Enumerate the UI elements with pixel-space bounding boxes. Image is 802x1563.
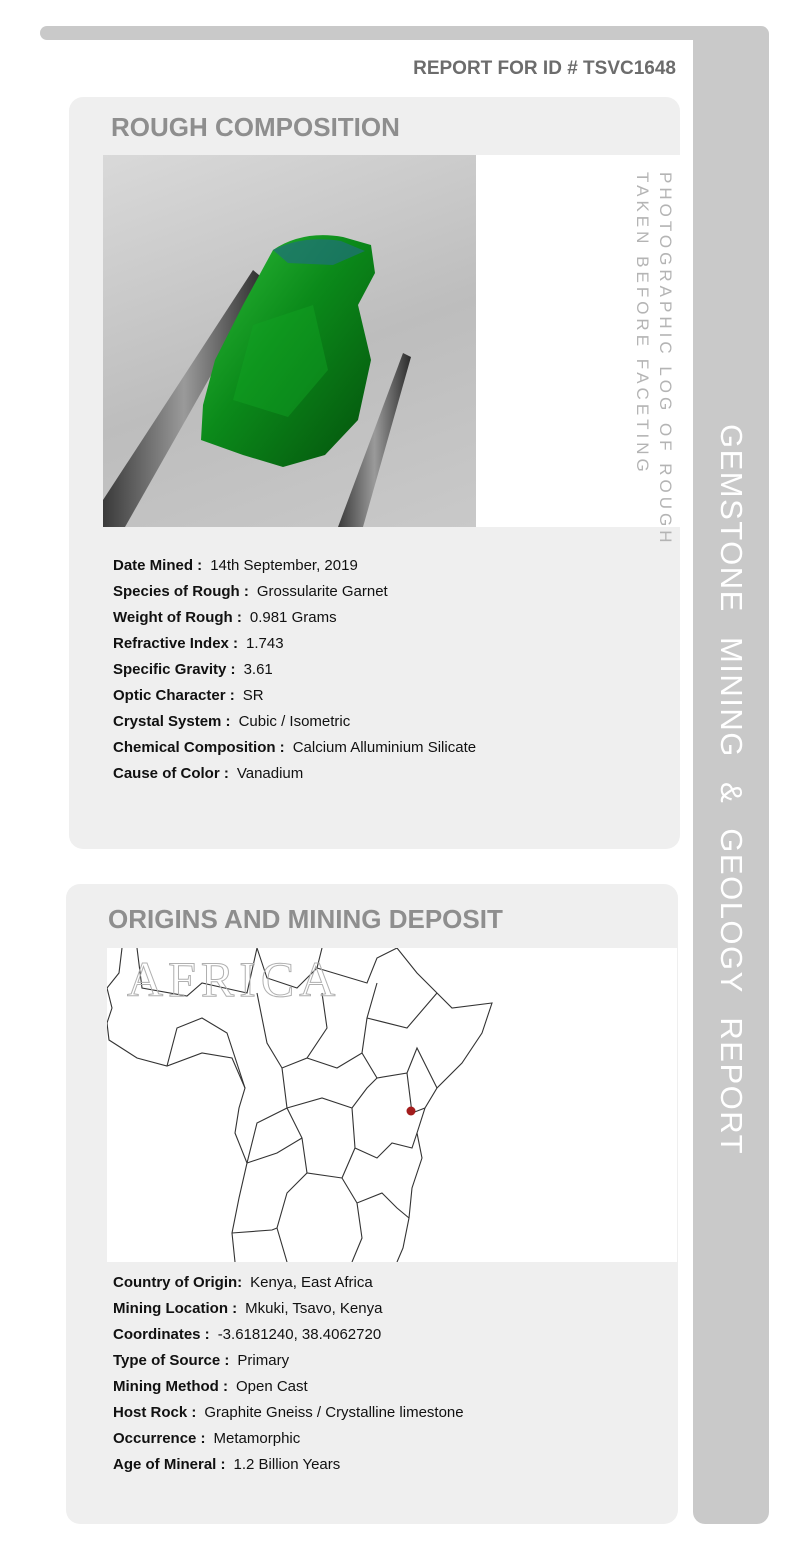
property-value: Open Cast <box>235 1378 308 1395</box>
property-label: Date Mined : <box>113 557 203 574</box>
property-value: Primary <box>237 1352 290 1369</box>
property-label: Mining Method : <box>113 1378 228 1395</box>
property-label: Weight of Rough : <box>113 609 242 626</box>
property-value: SR <box>242 687 264 704</box>
rough-properties-list <box>113 553 476 787</box>
property-value: 14th September, 2019 <box>210 557 358 574</box>
origin-property <box>113 1322 464 1348</box>
top-frame-bar <box>40 26 720 40</box>
property-value: Vanadium <box>236 765 304 782</box>
origin-property <box>113 1348 464 1374</box>
photo-caption-line2: TAKEN BEFORE FACETING <box>633 172 652 476</box>
mine-location-marker <box>407 1107 416 1116</box>
property-label: Cause of Color : <box>113 765 229 782</box>
rough-property <box>113 553 476 579</box>
rough-property <box>113 631 476 657</box>
property-label: Specific Gravity : <box>113 661 236 678</box>
rough-property <box>113 709 476 735</box>
property-label: Chemical Composition : <box>113 739 285 756</box>
property-value: 3.61 <box>243 661 273 678</box>
rough-property <box>113 761 476 787</box>
rough-property <box>113 657 476 683</box>
property-label: Optic Character : <box>113 687 235 704</box>
origin-property <box>113 1296 464 1322</box>
property-label: Age of Mineral : <box>113 1456 226 1473</box>
origin-property <box>113 1270 464 1296</box>
property-value: Metamorphic <box>213 1430 301 1447</box>
property-label: Species of Rough : <box>113 583 249 600</box>
report-id: REPORT FOR ID # TSVC1648 <box>413 58 676 79</box>
property-label: Refractive Index : <box>113 635 239 652</box>
photo-caption <box>631 172 677 547</box>
rough-property <box>113 683 476 709</box>
property-label: Country of Origin: <box>113 1274 243 1291</box>
property-value: Kenya, East Africa <box>250 1274 373 1291</box>
origins-properties-list <box>113 1270 464 1478</box>
property-value: Calcium Alluminium Silicate <box>292 739 477 756</box>
africa-map <box>107 948 677 1262</box>
origin-property <box>113 1400 464 1426</box>
property-label: Type of Source : <box>113 1352 230 1369</box>
property-value: 1.2 Billion Years <box>233 1456 341 1473</box>
property-value: 1.743 <box>246 635 284 652</box>
map-label: AFRICA <box>127 951 341 1007</box>
property-label: Coordinates : <box>113 1326 210 1343</box>
property-label: Occurrence : <box>113 1430 206 1447</box>
property-value: Grossularite Garnet <box>256 583 388 600</box>
origin-property <box>113 1426 464 1452</box>
property-label: Crystal System : <box>113 713 231 730</box>
rough-property <box>113 605 476 631</box>
origin-property <box>113 1452 464 1478</box>
photo-caption-line1: PHOTOGRAPHIC LOG OF ROUGH <box>656 172 675 547</box>
property-value: 0.981 Grams <box>249 609 337 626</box>
rough-property <box>113 579 476 605</box>
side-title <box>693 26 769 1524</box>
property-value: Mkuki, Tsavo, Kenya <box>245 1300 383 1317</box>
rough-gem-photo <box>103 155 476 527</box>
side-title-text: GEMSTONE MINING & GEOLOGY REPORT <box>714 424 749 1156</box>
origin-property <box>113 1374 464 1400</box>
property-label: Host Rock : <box>113 1404 197 1421</box>
property-value: -3.6181240, 38.4062720 <box>217 1326 382 1343</box>
rough-property <box>113 735 476 761</box>
property-value: Graphite Gneiss / Crystalline limestone <box>204 1404 464 1421</box>
rough-composition-heading: ROUGH COMPOSITION <box>111 112 400 142</box>
property-label: Mining Location : <box>113 1300 238 1317</box>
property-value: Cubic / Isometric <box>238 713 351 730</box>
origins-heading: ORIGINS AND MINING DEPOSIT <box>108 904 503 934</box>
